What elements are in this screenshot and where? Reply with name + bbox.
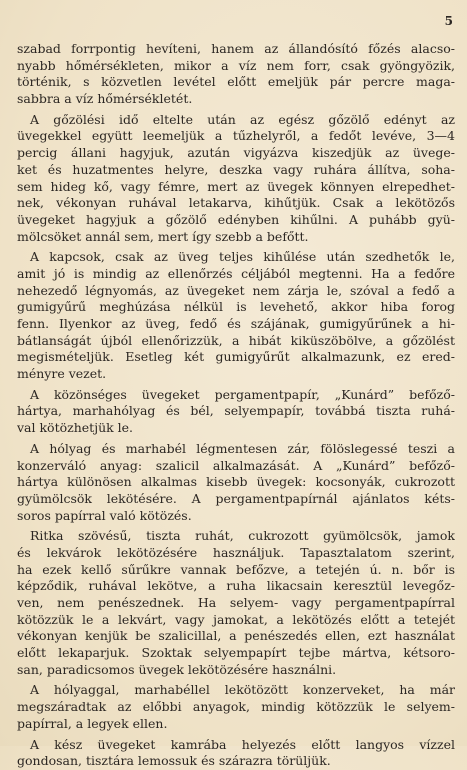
paragraph: [17, 528, 455, 678]
text-line: gondosan, tisztára lemossuk és szárazra törüljük.: [17, 753, 331, 769]
text-line: üvegekkel együtt leemeljük a tűzhelyről, a fedőt levéve, 3—4: [17, 128, 455, 144]
text-line: A kapcsok, csak az üveg teljes kihűlése után szedhetők le,: [30, 249, 455, 265]
text-line: sabbra a víz hőmérsékletét.: [17, 91, 193, 107]
text-line: nyabb hőmérsékleten, mikor a víz nem forr, csak gyöngyözik,: [17, 57, 455, 73]
text-line: nehezedő légnyomás, az üvegeket nem zárja le, szóval a fedő a: [17, 282, 455, 298]
text-line: Ritka szövésű, tiszta ruhát, cukrozott gyümölcsök, jamok: [30, 528, 455, 544]
text-line: val kötözhetjük le.: [17, 420, 134, 436]
text-line: amit jó is mindig az ellenőrzés céljából megtenni. Ha a fedőre: [17, 265, 455, 281]
text-line: ket és huzatmentes helyre, deszka vagy ruhára állítva, soha-: [17, 161, 455, 177]
text-line: előtt lekaparjuk. Szoktak selyempapírt tejbe mártva, kétsoro-: [17, 645, 455, 661]
paragraph: [17, 682, 455, 732]
text-line: hártya, marhahólyag és bél, selyempapír, továbbá tiszta ruhá-: [17, 403, 455, 419]
text-line: A gőzölési idő eltelte után az egész gőzölő edényt az: [30, 111, 455, 127]
paragraph: [17, 441, 455, 524]
text-line: ha ezek kellő sűrűkre vannak befőzve, a tetején ú. n. bőr is: [17, 561, 455, 577]
text-line: ményre vezet.: [17, 366, 107, 382]
body-text: [17, 41, 455, 770]
text-line: megszáradtak az előbbi anyagok, mindig kötözzük le selyem-: [17, 699, 455, 715]
text-line: képződik, ruhával lekötve, a ruha likacsain keresztül levegőz-: [17, 578, 455, 594]
text-line: hártya különösen alkalmas kisebb üvegek: kocsonyák, cukrozott: [17, 474, 455, 490]
text-line: percig állani hagyjuk, azután vigyázva kiszedjük az üvege-: [17, 145, 455, 161]
text-line: konzerváló anyag: szalicil alkalmazását. A „Kunárd” befőző-: [17, 457, 455, 473]
paragraph: [17, 249, 455, 383]
text-line: A kész üvegeket kamrába helyezés előtt langyos vízzel: [30, 736, 455, 752]
text-line: üvegeket hagyjuk a gőzölő edényben kihűlni. A puhább gyü-: [17, 211, 455, 227]
paragraph: [17, 112, 455, 246]
text-line: történik, s közvetlen levétel előtt emeljük pár percre maga-: [17, 74, 455, 90]
text-line: papírral, a legyek ellen.: [17, 715, 168, 731]
text-line: bátlanságát újból ellenőrizzük, a hibát kiküszöbölve, a gőzölést: [17, 332, 455, 348]
text-line: gyümölcsök lekötésére. A pergamentpapírnál ajánlatos kéts-: [17, 490, 455, 506]
text-line: kötözzük le a lekvárt, vagy jamokat, a lekötözés előtt a tetejét: [17, 611, 455, 627]
text-line: A hólyaggal, marhabéllel lekötözött konzerveket, ha már: [30, 682, 455, 698]
text-line: sem hideg kő, vagy fémre, mert az üvegek könnyen elrepedhet-: [17, 178, 455, 194]
paragraph: [17, 737, 455, 770]
text-line: san, paradicsomos üvegek lekötözésére használni.: [17, 661, 337, 677]
text-line: megismételjük. Esetleg két gumigyűrűt alkalmazunk, ez ered-: [17, 349, 455, 365]
text-line: ven, nem penészednek. Ha selyem- vagy pergamentpapírral: [17, 595, 455, 610]
text-line: vékonyan kenjük be szalicillal, a penészedés ellen, ezt használat: [17, 628, 455, 644]
paragraph: [17, 387, 455, 437]
text-line: és lekvárok lekötözésére használjuk. Tapasztalatom szerint,: [17, 544, 455, 560]
text-line: gumigyűrű meghúzása nélkül is levehető, akkor hiba forog: [17, 299, 455, 315]
text-line: fenn. Ilyenkor az üveg, fedő és szájának, gumigyűrűnek a hi-: [17, 316, 455, 331]
text-line: soros papírral való kötözés.: [17, 507, 192, 523]
text-line: A közönséges üvegeket pergamentpapír, „Kunárd” befőző-: [30, 386, 455, 402]
paragraph: [17, 41, 455, 108]
text-line: szabad forrpontig hevíteni, hanem az állandósító főzés alacso-: [17, 41, 455, 56]
text-line: mölcsöket annál sem, mert így szebb a befőtt.: [17, 228, 309, 244]
page-number: 5: [444, 14, 453, 28]
text-line: A hólyag és marhabél légmentesen zár, fölöslegessé teszi a: [30, 440, 455, 456]
text-line: nek, vékonyan ruhával letakarva, kihűtjük. Csak a lekötözős: [17, 195, 455, 211]
